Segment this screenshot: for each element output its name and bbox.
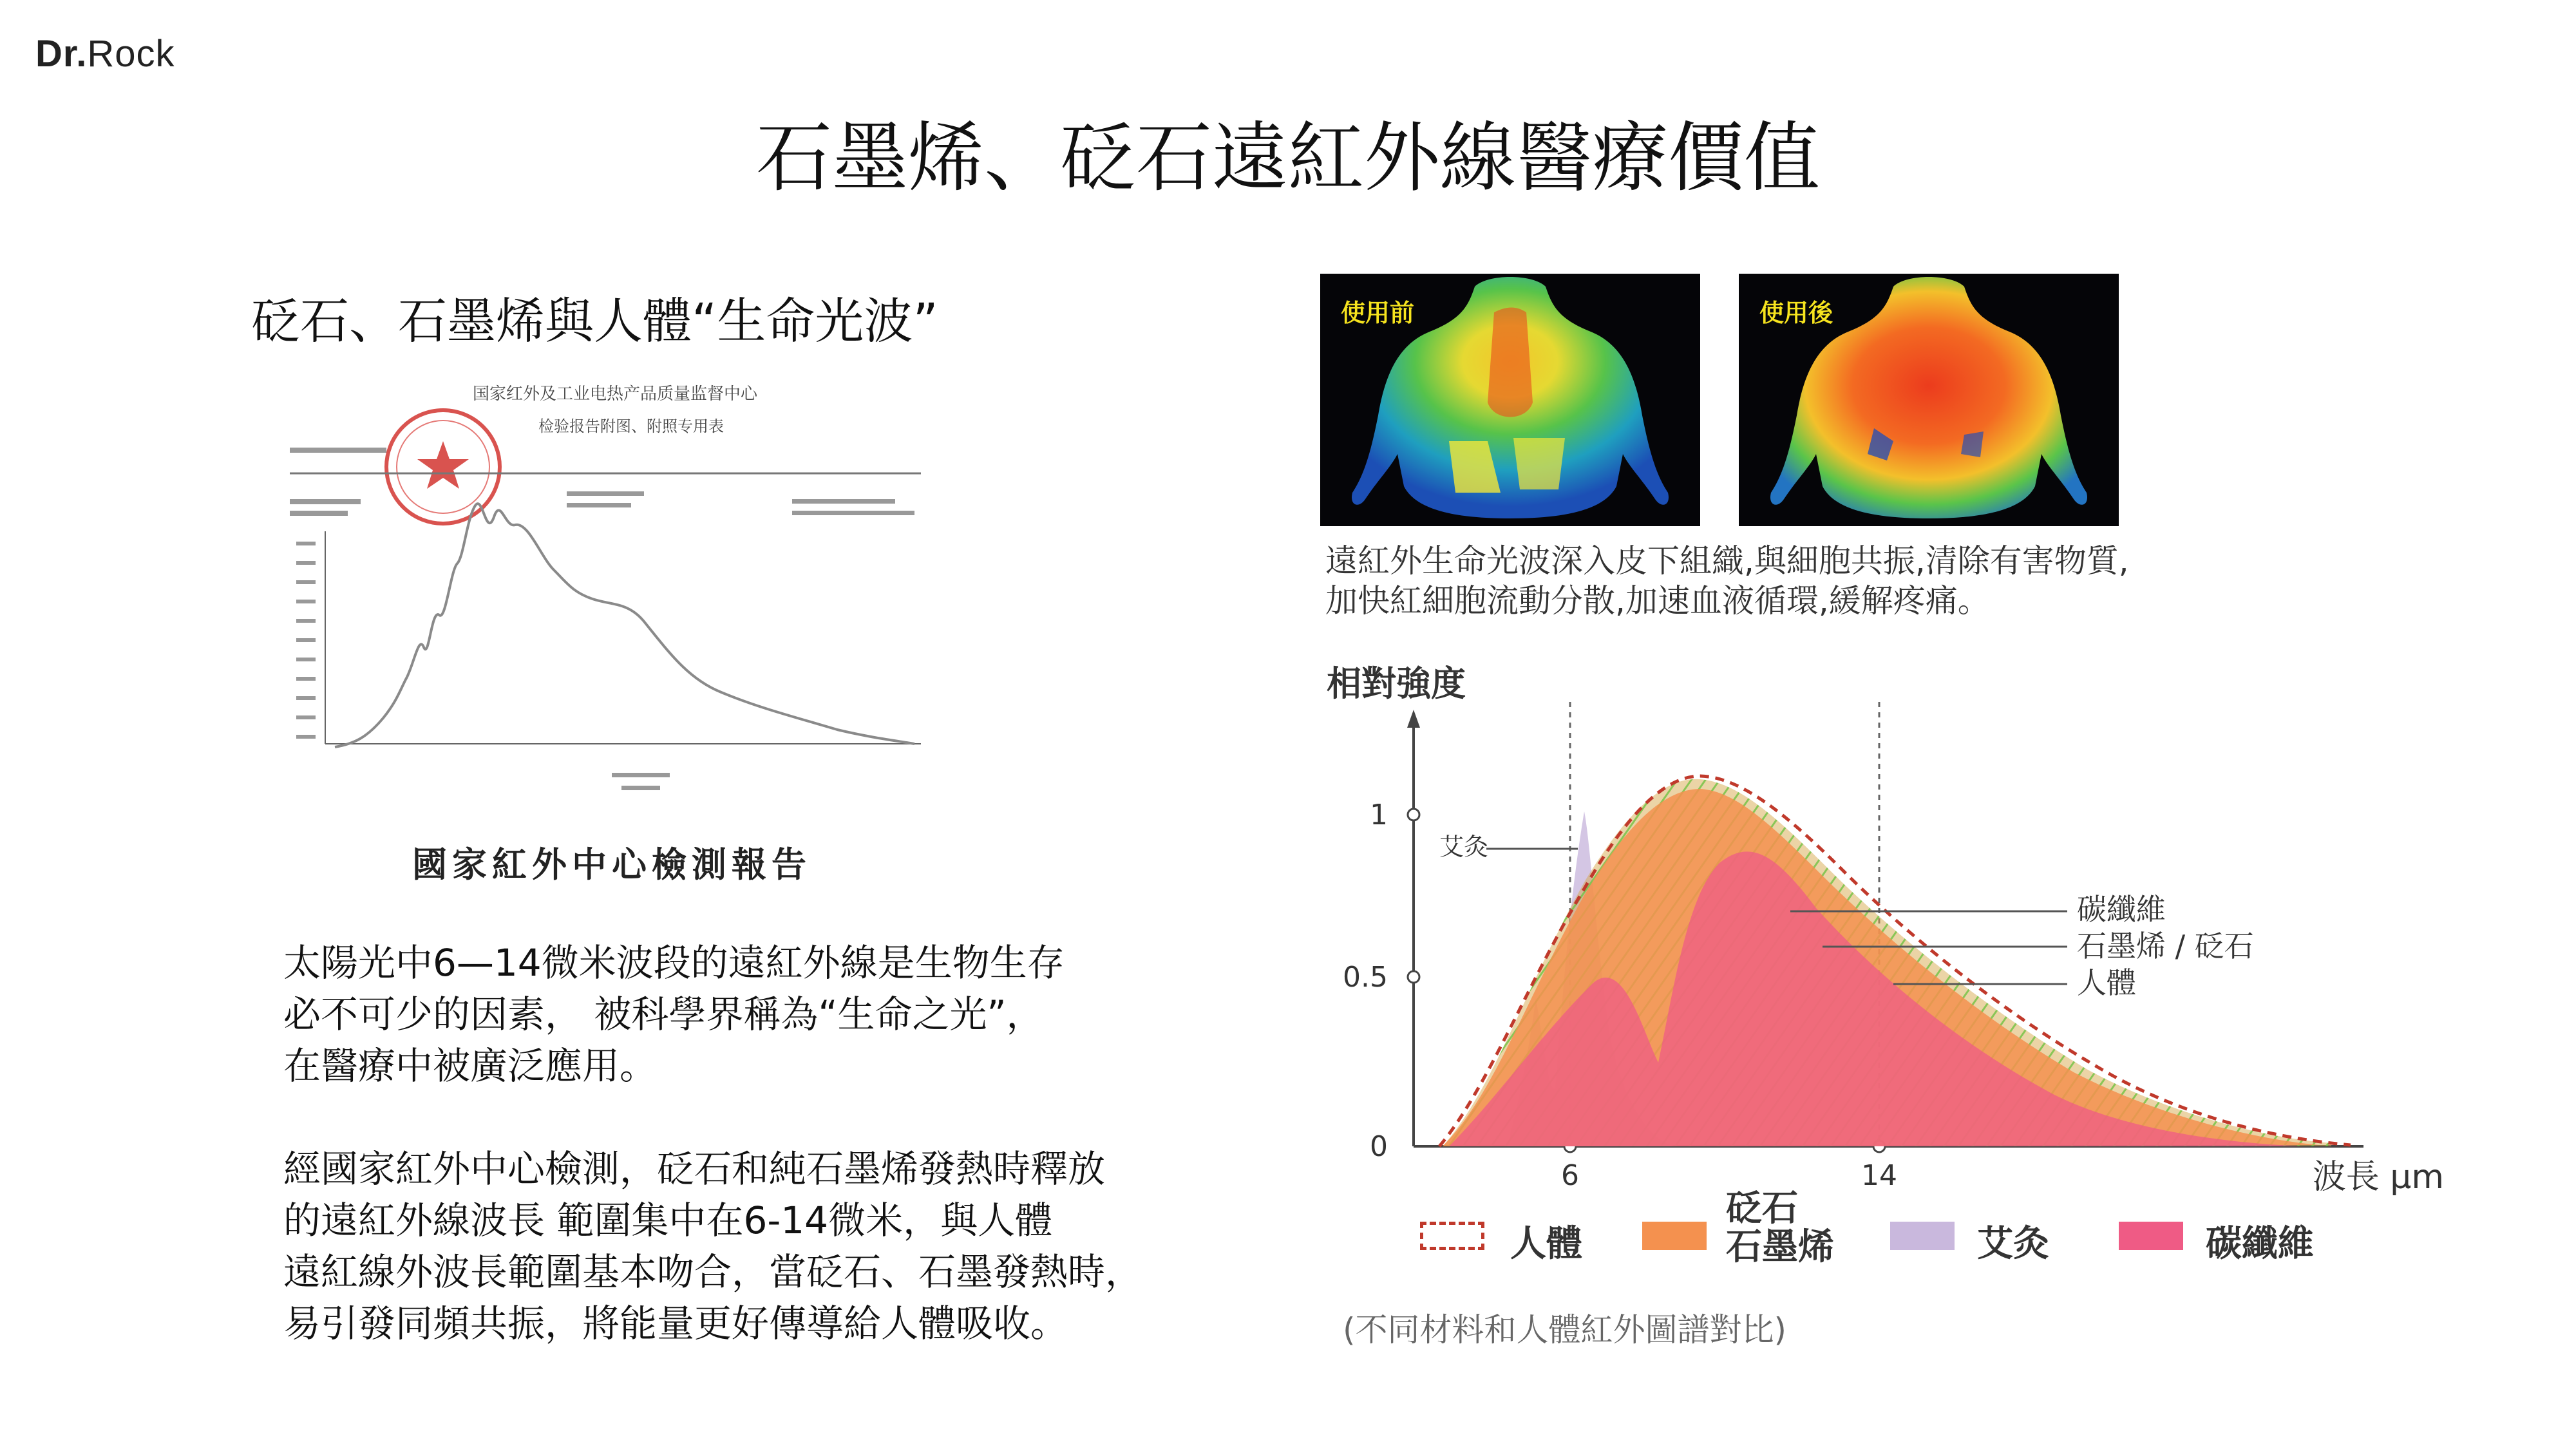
paragraph2-line: 遠紅線外波長範圍基本吻合，當砭石、石墨發熱時， (283, 1250, 1143, 1294)
paragraph-test-result (283, 1143, 1142, 1349)
page-title: 石墨烯、砭石遠紅外線醫療價值 (755, 113, 1820, 202)
paragraph2-line: 經國家紅外中心檢測，砭石和純石墨烯發熱時釋放 (283, 1147, 1106, 1191)
paragraph1-line: 在醫療中被廣泛應用。 (283, 1044, 658, 1088)
legend-swatch-moxa (1890, 1222, 1955, 1250)
thermal-before-label: 使用前 (1341, 299, 1415, 327)
report-info-lines (290, 448, 914, 516)
legend-label-human: 人體 (1510, 1223, 1582, 1265)
diagram-footnote: (不同材料和人體紅外圖譜對比) (1343, 1311, 1787, 1349)
red-seal-stamp (386, 410, 500, 524)
paragraph1-line: 必不可少的因素， 被科學界稱為“生命之光”， (283, 992, 1044, 1036)
thermal-after-label: 使用後 (1759, 299, 1833, 327)
legend-label-moxa: 艾灸 (1977, 1223, 2049, 1265)
legend-label-graphene: 石墨烯 (1726, 1226, 1834, 1268)
y-axis-label: 相對強度 (1327, 663, 1466, 704)
legend-label-graphene-stone (1726, 1189, 1834, 1267)
test-report-image (270, 377, 960, 802)
paragraph2-line: 易引發同頻共振，將能量更好傳導給人體吸收。 (283, 1302, 1068, 1345)
annotation-human: 人體 (2077, 965, 2136, 1000)
y-tick-1: 1 (1370, 799, 1388, 831)
thermal-caption-line: 遠紅外生命光波深入皮下組織,與細胞共振,清除有害物質, (1325, 542, 2129, 580)
report-header-line1: 国家红外及工业电热产品质量监督中心 (472, 384, 758, 404)
logo-text: Rock (87, 33, 175, 75)
thermal-caption-line: 加快紅細胞流動分散,加速血液循環,緩解疼痛。 (1325, 582, 1990, 620)
paragraph-sunlight (283, 937, 1065, 1092)
thermal-caption (1325, 541, 2129, 621)
x-tick-6: 6 (1561, 1159, 1579, 1192)
thermal-image-before (1320, 274, 1700, 526)
report-caption: 國家紅外中心檢測報告 (412, 844, 811, 885)
legend-label-stone: 砭石 (1726, 1188, 1798, 1229)
section-subtitle: 砭石、石墨烯與人體“生命光波” (251, 292, 938, 350)
legend-label-carbon-fiber: 碳纖維 (2206, 1223, 2314, 1265)
y-tick-0: 0 (1370, 1130, 1388, 1163)
spectrum-legend (1420, 1188, 2450, 1268)
annotation-graphene-stone: 石墨烯 / 砭石 (2077, 929, 2254, 963)
paragraph2-line: 的遠紅外線波長 範圍集中在6-14微米，與人體 (283, 1198, 1053, 1242)
legend-swatch-human (1420, 1222, 1484, 1250)
report-header-line2: 检验报告附图、附照专用表 (538, 417, 724, 435)
x-axis-label: 波長 μm (2312, 1158, 2444, 1197)
brand-logo (35, 32, 175, 75)
paragraph1-line: 太陽光中6—14微米波段的遠紅外線是生物生存 (283, 941, 1065, 985)
y-tick-0-5: 0.5 (1343, 961, 1388, 994)
x-tick-14: 14 (1861, 1159, 1897, 1192)
logo-mark: Dr. (35, 33, 88, 75)
thermal-image-after (1739, 274, 2119, 526)
legend-swatch-graphene-stone (1642, 1222, 1707, 1250)
report-spectrum-curve (335, 504, 914, 747)
annotation-moxa: 艾灸 (1439, 833, 1489, 861)
spectrum-comparison-diagram (1314, 650, 2473, 1217)
annotation-carbon-fiber: 碳纖維 (2077, 892, 2166, 927)
legend-swatch-carbon-fiber (2119, 1222, 2183, 1250)
